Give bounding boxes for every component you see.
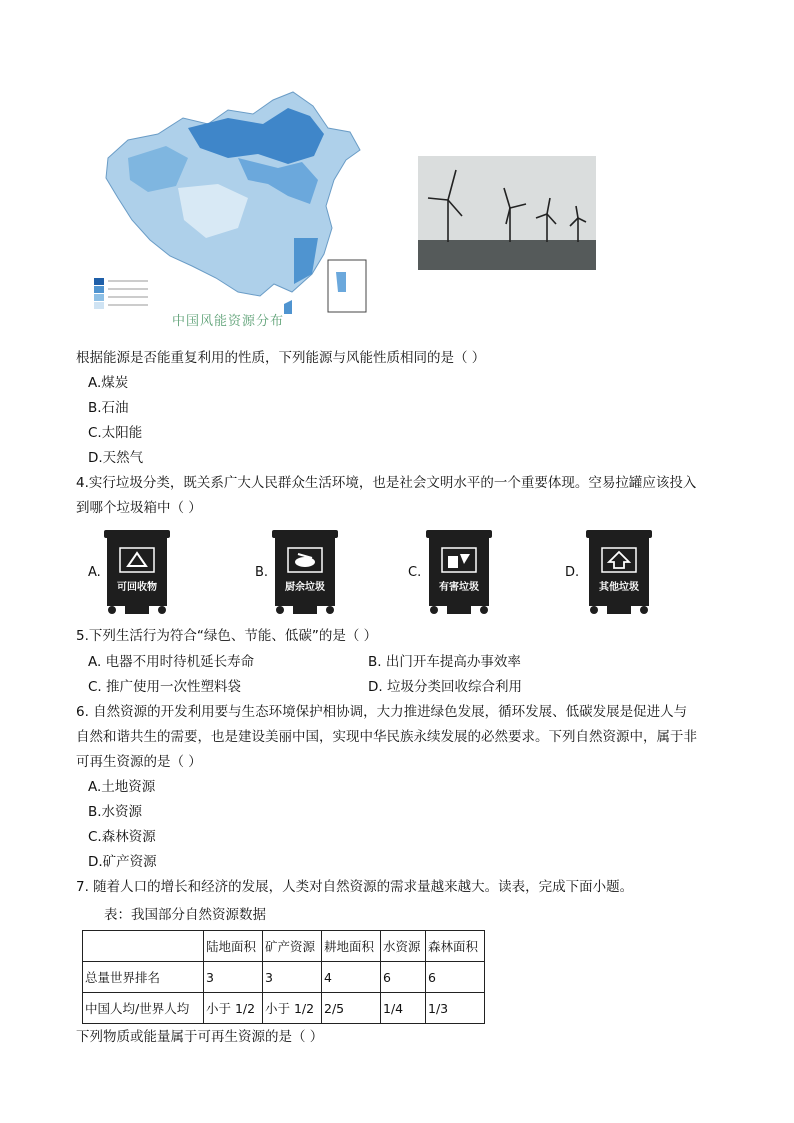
q4-option-c-letter[interactable]: C. — [408, 565, 422, 580]
q6-option-b[interactable]: B.水资源 — [88, 804, 143, 820]
bin-c-label: 有害垃圾 — [439, 582, 479, 593]
table-cell: 1/4 — [381, 993, 426, 1024]
table-cell: 小于 1/2 — [204, 993, 263, 1024]
table-header-cell: 陆地面积 — [204, 931, 263, 962]
recyclable-bin[interactable] — [102, 528, 172, 616]
q6-option-a[interactable]: A.土地资源 — [88, 779, 156, 795]
q6-option-d[interactable]: D.矿产资源 — [88, 854, 157, 870]
q6-option-c[interactable]: C.森林资源 — [88, 829, 156, 845]
table-header-cell: 耕地面积 — [322, 931, 381, 962]
hazardous-waste-bin[interactable] — [424, 528, 494, 616]
q3-option-b[interactable]: B.石油 — [88, 400, 129, 416]
hazardous-icon — [448, 556, 458, 568]
table-cell: 小于 1/2 — [263, 993, 322, 1024]
table-header-cell — [83, 931, 204, 962]
question-4-stem-line1: 4.实行垃圾分类，既关系广大人民群众生活环境，也是社会文明水平的一个重要体现。空易拉罐应该投入 — [76, 475, 697, 491]
table-title: 表：我国部分自然资源数据 — [104, 907, 266, 923]
bin-a-label: 可回收物 — [117, 582, 157, 593]
q4-option-b-letter[interactable]: B. — [255, 565, 269, 580]
table-cell: 3 — [204, 962, 263, 993]
bin-d-label: 其他垃圾 — [599, 582, 639, 593]
q3-option-a[interactable]: A.煤炭 — [88, 375, 129, 391]
question-6-stem-line1: 6. 自然资源的开发利用要与生态环境保护相协调，大力推进绿色发展，循环发展、低碳发展是促进人与 — [76, 704, 688, 720]
q4-option-d-letter[interactable]: D. — [565, 565, 580, 580]
table-cell: 2/5 — [322, 993, 381, 1024]
question-7-stem: 7. 随着人口的增长和经济的发展，人类对自然资源的需求量越来越大。读表，完成下面小题。 — [76, 879, 634, 895]
kitchen-waste-bin[interactable] — [270, 528, 340, 616]
question-6-stem-line2: 自然和谐共生的需要，也是建设美丽中国，实现中华民族永续发展的必然要求。下列自然资源中，属于非 — [76, 729, 697, 745]
table-cell: 4 — [322, 962, 381, 993]
table-cell: 中国人均/世界人均 — [83, 993, 204, 1024]
wind-turbines-graphic — [418, 156, 596, 270]
question-3-stem: 根据能源是否能重复利用的性质，下列能源与风能性质相同的是（ ） — [76, 350, 486, 366]
q4-option-a-letter[interactable]: A. — [88, 565, 101, 580]
question-5-stem: 5.下列生活行为符合“绿色、节能、低碳”的是（ ） — [76, 628, 378, 644]
kitchen-waste-icon — [295, 557, 315, 567]
wind-map-graphic — [88, 88, 370, 330]
bin-b-label: 厨余垃圾 — [285, 582, 325, 593]
question-6-stem-line3: 可再生资源的是（ ） — [76, 754, 202, 770]
table-header-cell: 水资源 — [381, 931, 426, 962]
table-cell: 总量世界排名 — [83, 962, 204, 993]
map-caption: 中国风能资源分布 — [172, 314, 285, 329]
question-4-stem-line2: 到哪个垃圾箱中（ ） — [76, 500, 202, 516]
q5-option-d[interactable]: D. 垃圾分类回收综合利用 — [368, 679, 522, 695]
table-cell: 6 — [426, 962, 485, 993]
q5-option-b[interactable]: B. 出门开车提高办事效率 — [368, 654, 521, 670]
q3-option-c[interactable]: C.太阳能 — [88, 425, 143, 441]
q5-option-c[interactable]: C. 推广使用一次性塑料袋 — [88, 679, 242, 695]
wind-turbine-photo — [418, 156, 596, 270]
resource-data-table — [82, 930, 485, 1024]
q5-option-a[interactable]: A. 电器不用时待机延长寿命 — [88, 654, 255, 670]
table-cell: 6 — [381, 962, 426, 993]
q3-option-d[interactable]: D.天然气 — [88, 450, 144, 466]
table-cell: 1/3 — [426, 993, 485, 1024]
table-header-row — [83, 931, 485, 962]
question-7-sub-stem: 下列物质或能量属于可再生资源的是（ ） — [76, 1029, 324, 1045]
table-cell: 3 — [263, 962, 322, 993]
table-header-cell: 矿产资源 — [263, 931, 322, 962]
china-wind-map — [88, 88, 370, 330]
other-waste-bin[interactable] — [584, 528, 654, 616]
table-row — [83, 993, 485, 1024]
table-row — [83, 962, 485, 993]
table-header-cell: 森林面积 — [426, 931, 485, 962]
